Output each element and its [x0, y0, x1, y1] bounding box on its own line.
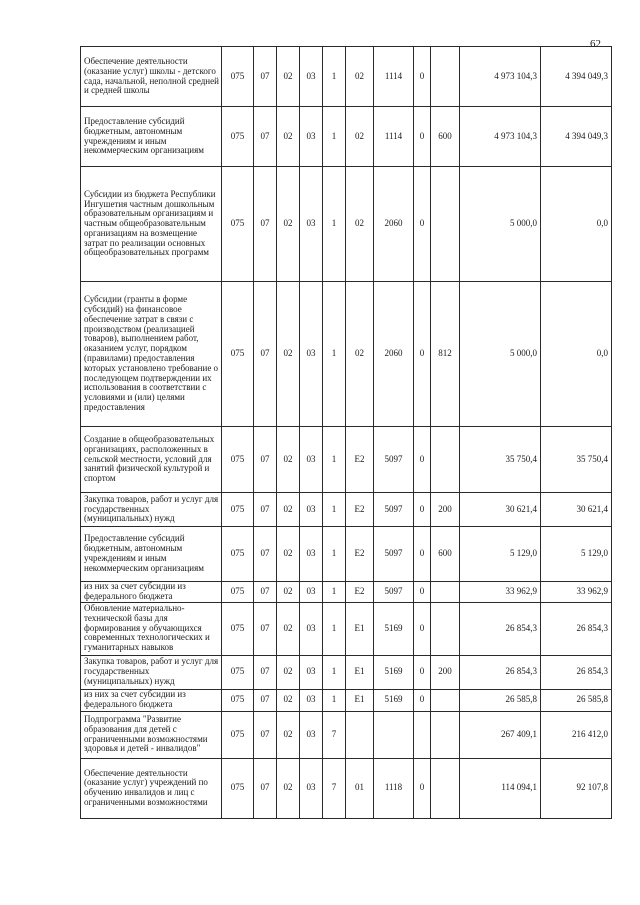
code-cell: 075 — [222, 282, 254, 427]
code-cell: 07 — [254, 493, 277, 527]
code-cell: 1 — [323, 427, 346, 493]
code-cell: 0 — [414, 167, 431, 282]
amount-year2-cell: 26 854,3 — [541, 602, 612, 655]
code-cell: 5169 — [374, 655, 414, 689]
amount-year1-cell: 35 750,4 — [460, 427, 541, 493]
code-cell: 02 — [277, 107, 300, 167]
table-row — [81, 527, 612, 582]
code-cell: 600 — [431, 107, 460, 167]
code-cell: 075 — [222, 107, 254, 167]
code-cell — [414, 711, 431, 758]
code-cell: 600 — [431, 527, 460, 582]
amount-year1-cell: 114 094,1 — [460, 758, 541, 818]
code-cell: E2 — [346, 582, 374, 603]
budget-table — [80, 46, 612, 819]
code-cell: 0 — [414, 602, 431, 655]
code-cell: 075 — [222, 493, 254, 527]
code-cell: 0 — [414, 582, 431, 603]
row-name-cell: Субсидии (гранты в форме субсидий) на финансовое обеспечение затрат в связи с производством (реализацией товаров), выполнением работ, оказанием услуг, порядком (правилами) предоставления которых установлено требование о последующем подтверждении их использования в соответствии с условиями и (или) целями предоставления — [81, 282, 222, 427]
code-cell: 03 — [300, 282, 323, 427]
code-cell: E1 — [346, 655, 374, 689]
amount-year1-cell: 4 973 104,3 — [460, 47, 541, 107]
code-cell: 02 — [346, 282, 374, 427]
code-cell: 07 — [254, 689, 277, 711]
amount-year1-cell: 26 854,3 — [460, 602, 541, 655]
code-cell: E2 — [346, 493, 374, 527]
code-cell: 07 — [254, 107, 277, 167]
code-cell: 1 — [323, 493, 346, 527]
code-cell: 0 — [414, 655, 431, 689]
code-cell: 07 — [254, 602, 277, 655]
code-cell: 1 — [323, 582, 346, 603]
amount-year1-cell: 33 962,9 — [460, 582, 541, 603]
code-cell: 07 — [254, 427, 277, 493]
code-cell — [346, 711, 374, 758]
code-cell: 1 — [323, 107, 346, 167]
code-cell: 1 — [323, 47, 346, 107]
code-cell: 0 — [414, 107, 431, 167]
code-cell — [374, 711, 414, 758]
code-cell: 075 — [222, 527, 254, 582]
code-cell: 02 — [277, 582, 300, 603]
code-cell — [431, 602, 460, 655]
code-cell — [431, 47, 460, 107]
row-name-cell: Создание в общеобразовательных организациях, расположенных в сельской местности, условий для занятий физической культурой и спортом — [81, 427, 222, 493]
table-row — [81, 655, 612, 689]
code-cell: 1 — [323, 527, 346, 582]
code-cell: 1118 — [374, 758, 414, 818]
amount-year2-cell: 4 394 049,3 — [541, 47, 612, 107]
row-name-cell: Субсидии из бюджета Республики Ингушетия частным дошкольным образовательным организациям и частным общеобразовательным организациям на возмещение затрат по реализации основных общеобразовательных программ — [81, 167, 222, 282]
code-cell: 02 — [277, 47, 300, 107]
code-cell: 1 — [323, 655, 346, 689]
table-row — [81, 167, 612, 282]
table-row — [81, 427, 612, 493]
code-cell: 075 — [222, 758, 254, 818]
code-cell: 0 — [414, 689, 431, 711]
code-cell: 075 — [222, 602, 254, 655]
code-cell: 07 — [254, 582, 277, 603]
code-cell: 7 — [323, 711, 346, 758]
code-cell: 02 — [277, 493, 300, 527]
amount-year1-cell: 30 621,4 — [460, 493, 541, 527]
amount-year2-cell: 4 394 049,3 — [541, 107, 612, 167]
code-cell: 07 — [254, 167, 277, 282]
amount-year1-cell: 26 585,8 — [460, 689, 541, 711]
code-cell: 1 — [323, 602, 346, 655]
amount-year1-cell: 4 973 104,3 — [460, 107, 541, 167]
code-cell — [431, 427, 460, 493]
code-cell: 01 — [346, 758, 374, 818]
row-name-cell: Обеспечение деятельности (оказание услуг) учреждений по обучению инвалидов и лиц с ограниченными возможностями — [81, 758, 222, 818]
row-name-cell: Предоставление субсидий бюджетным, автономным учреждениям и иным некоммерческим организациям — [81, 107, 222, 167]
code-cell: 03 — [300, 107, 323, 167]
row-name-cell: Подпрограмма "Развитие образования для детей с ограниченными возможностями здоровья и детей - инвалидов" — [81, 711, 222, 758]
code-cell: E2 — [346, 427, 374, 493]
code-cell: 03 — [300, 527, 323, 582]
amount-year2-cell: 0,0 — [541, 167, 612, 282]
code-cell: 075 — [222, 711, 254, 758]
code-cell: 03 — [300, 758, 323, 818]
amount-year2-cell: 30 621,4 — [541, 493, 612, 527]
code-cell — [431, 711, 460, 758]
code-cell: 1 — [323, 167, 346, 282]
row-name-cell: Обеспечение деятельности (оказание услуг) школы - детского сада, начальной, неполной средней и средней школы — [81, 47, 222, 107]
code-cell: 03 — [300, 47, 323, 107]
code-cell: 02 — [277, 689, 300, 711]
code-cell: 02 — [277, 167, 300, 282]
amount-year2-cell: 92 107,8 — [541, 758, 612, 818]
code-cell: 02 — [346, 47, 374, 107]
table-row — [81, 602, 612, 655]
code-cell: 075 — [222, 167, 254, 282]
amount-year2-cell: 0,0 — [541, 282, 612, 427]
code-cell: 03 — [300, 711, 323, 758]
code-cell: 02 — [346, 107, 374, 167]
code-cell: 2060 — [374, 167, 414, 282]
code-cell: E2 — [346, 527, 374, 582]
table-row — [81, 47, 612, 107]
code-cell: 1114 — [374, 47, 414, 107]
code-cell: 1114 — [374, 107, 414, 167]
amount-year2-cell: 26 585,8 — [541, 689, 612, 711]
code-cell: 075 — [222, 582, 254, 603]
code-cell: 812 — [431, 282, 460, 427]
code-cell: 03 — [300, 582, 323, 603]
row-name-cell: Закупка товаров, работ и услуг для государственных (муниципальных) нужд — [81, 493, 222, 527]
code-cell: 075 — [222, 655, 254, 689]
code-cell: 0 — [414, 282, 431, 427]
code-cell: 0 — [414, 493, 431, 527]
table-row — [81, 711, 612, 758]
amount-year1-cell: 267 409,1 — [460, 711, 541, 758]
code-cell: 200 — [431, 655, 460, 689]
amount-year1-cell: 5 129,0 — [460, 527, 541, 582]
code-cell: 5097 — [374, 582, 414, 603]
code-cell: 200 — [431, 493, 460, 527]
code-cell: 02 — [277, 427, 300, 493]
amount-year1-cell: 26 854,3 — [460, 655, 541, 689]
code-cell: E1 — [346, 689, 374, 711]
code-cell: 03 — [300, 167, 323, 282]
table-row — [81, 493, 612, 527]
row-name-cell: из них за счет субсидии из федерального бюджета — [81, 582, 222, 603]
table-row — [81, 107, 612, 167]
code-cell: 02 — [277, 711, 300, 758]
code-cell — [431, 689, 460, 711]
code-cell: 0 — [414, 427, 431, 493]
row-name-cell: Обновление материально-технической базы для формирования у обучающихся современных технологических и гуманитарных навыков — [81, 602, 222, 655]
row-name-cell: Закупка товаров, работ и услуг для государственных (муниципальных) нужд — [81, 655, 222, 689]
code-cell: 5169 — [374, 602, 414, 655]
code-cell: 5169 — [374, 689, 414, 711]
code-cell: 7 — [323, 758, 346, 818]
amount-year2-cell: 35 750,4 — [541, 427, 612, 493]
row-name-cell: Предоставление субсидий бюджетным, автономным учреждениям и иным некоммерческим организациям — [81, 527, 222, 582]
code-cell: 1 — [323, 689, 346, 711]
code-cell: 02 — [277, 758, 300, 818]
table-row — [81, 689, 612, 711]
code-cell: 07 — [254, 758, 277, 818]
code-cell: 03 — [300, 493, 323, 527]
amount-year2-cell: 33 962,9 — [541, 582, 612, 603]
code-cell: 02 — [277, 282, 300, 427]
code-cell: 5097 — [374, 493, 414, 527]
code-cell: 07 — [254, 655, 277, 689]
code-cell: 07 — [254, 711, 277, 758]
code-cell: 075 — [222, 427, 254, 493]
code-cell — [431, 758, 460, 818]
code-cell — [431, 582, 460, 603]
code-cell: E1 — [346, 602, 374, 655]
code-cell: 07 — [254, 282, 277, 427]
code-cell: 07 — [254, 47, 277, 107]
code-cell: 5097 — [374, 427, 414, 493]
amount-year2-cell: 5 129,0 — [541, 527, 612, 582]
code-cell: 0 — [414, 758, 431, 818]
code-cell: 03 — [300, 655, 323, 689]
amount-year1-cell: 5 000,0 — [460, 167, 541, 282]
code-cell: 02 — [346, 167, 374, 282]
code-cell: 075 — [222, 689, 254, 711]
code-cell: 075 — [222, 47, 254, 107]
row-name-cell: из них за счет субсидии из федерального бюджета — [81, 689, 222, 711]
code-cell: 03 — [300, 602, 323, 655]
amount-year1-cell: 5 000,0 — [460, 282, 541, 427]
code-cell: 0 — [414, 47, 431, 107]
code-cell: 02 — [277, 655, 300, 689]
code-cell: 2060 — [374, 282, 414, 427]
code-cell — [431, 167, 460, 282]
code-cell: 03 — [300, 689, 323, 711]
code-cell: 02 — [277, 527, 300, 582]
table-row — [81, 282, 612, 427]
amount-year2-cell: 26 854,3 — [541, 655, 612, 689]
page-number: 62 — [590, 38, 601, 50]
table-row — [81, 758, 612, 818]
amount-year2-cell: 216 412,0 — [541, 711, 612, 758]
code-cell: 03 — [300, 427, 323, 493]
code-cell: 02 — [277, 602, 300, 655]
code-cell: 07 — [254, 527, 277, 582]
code-cell: 0 — [414, 527, 431, 582]
code-cell: 5097 — [374, 527, 414, 582]
table-row — [81, 582, 612, 603]
code-cell: 1 — [323, 282, 346, 427]
